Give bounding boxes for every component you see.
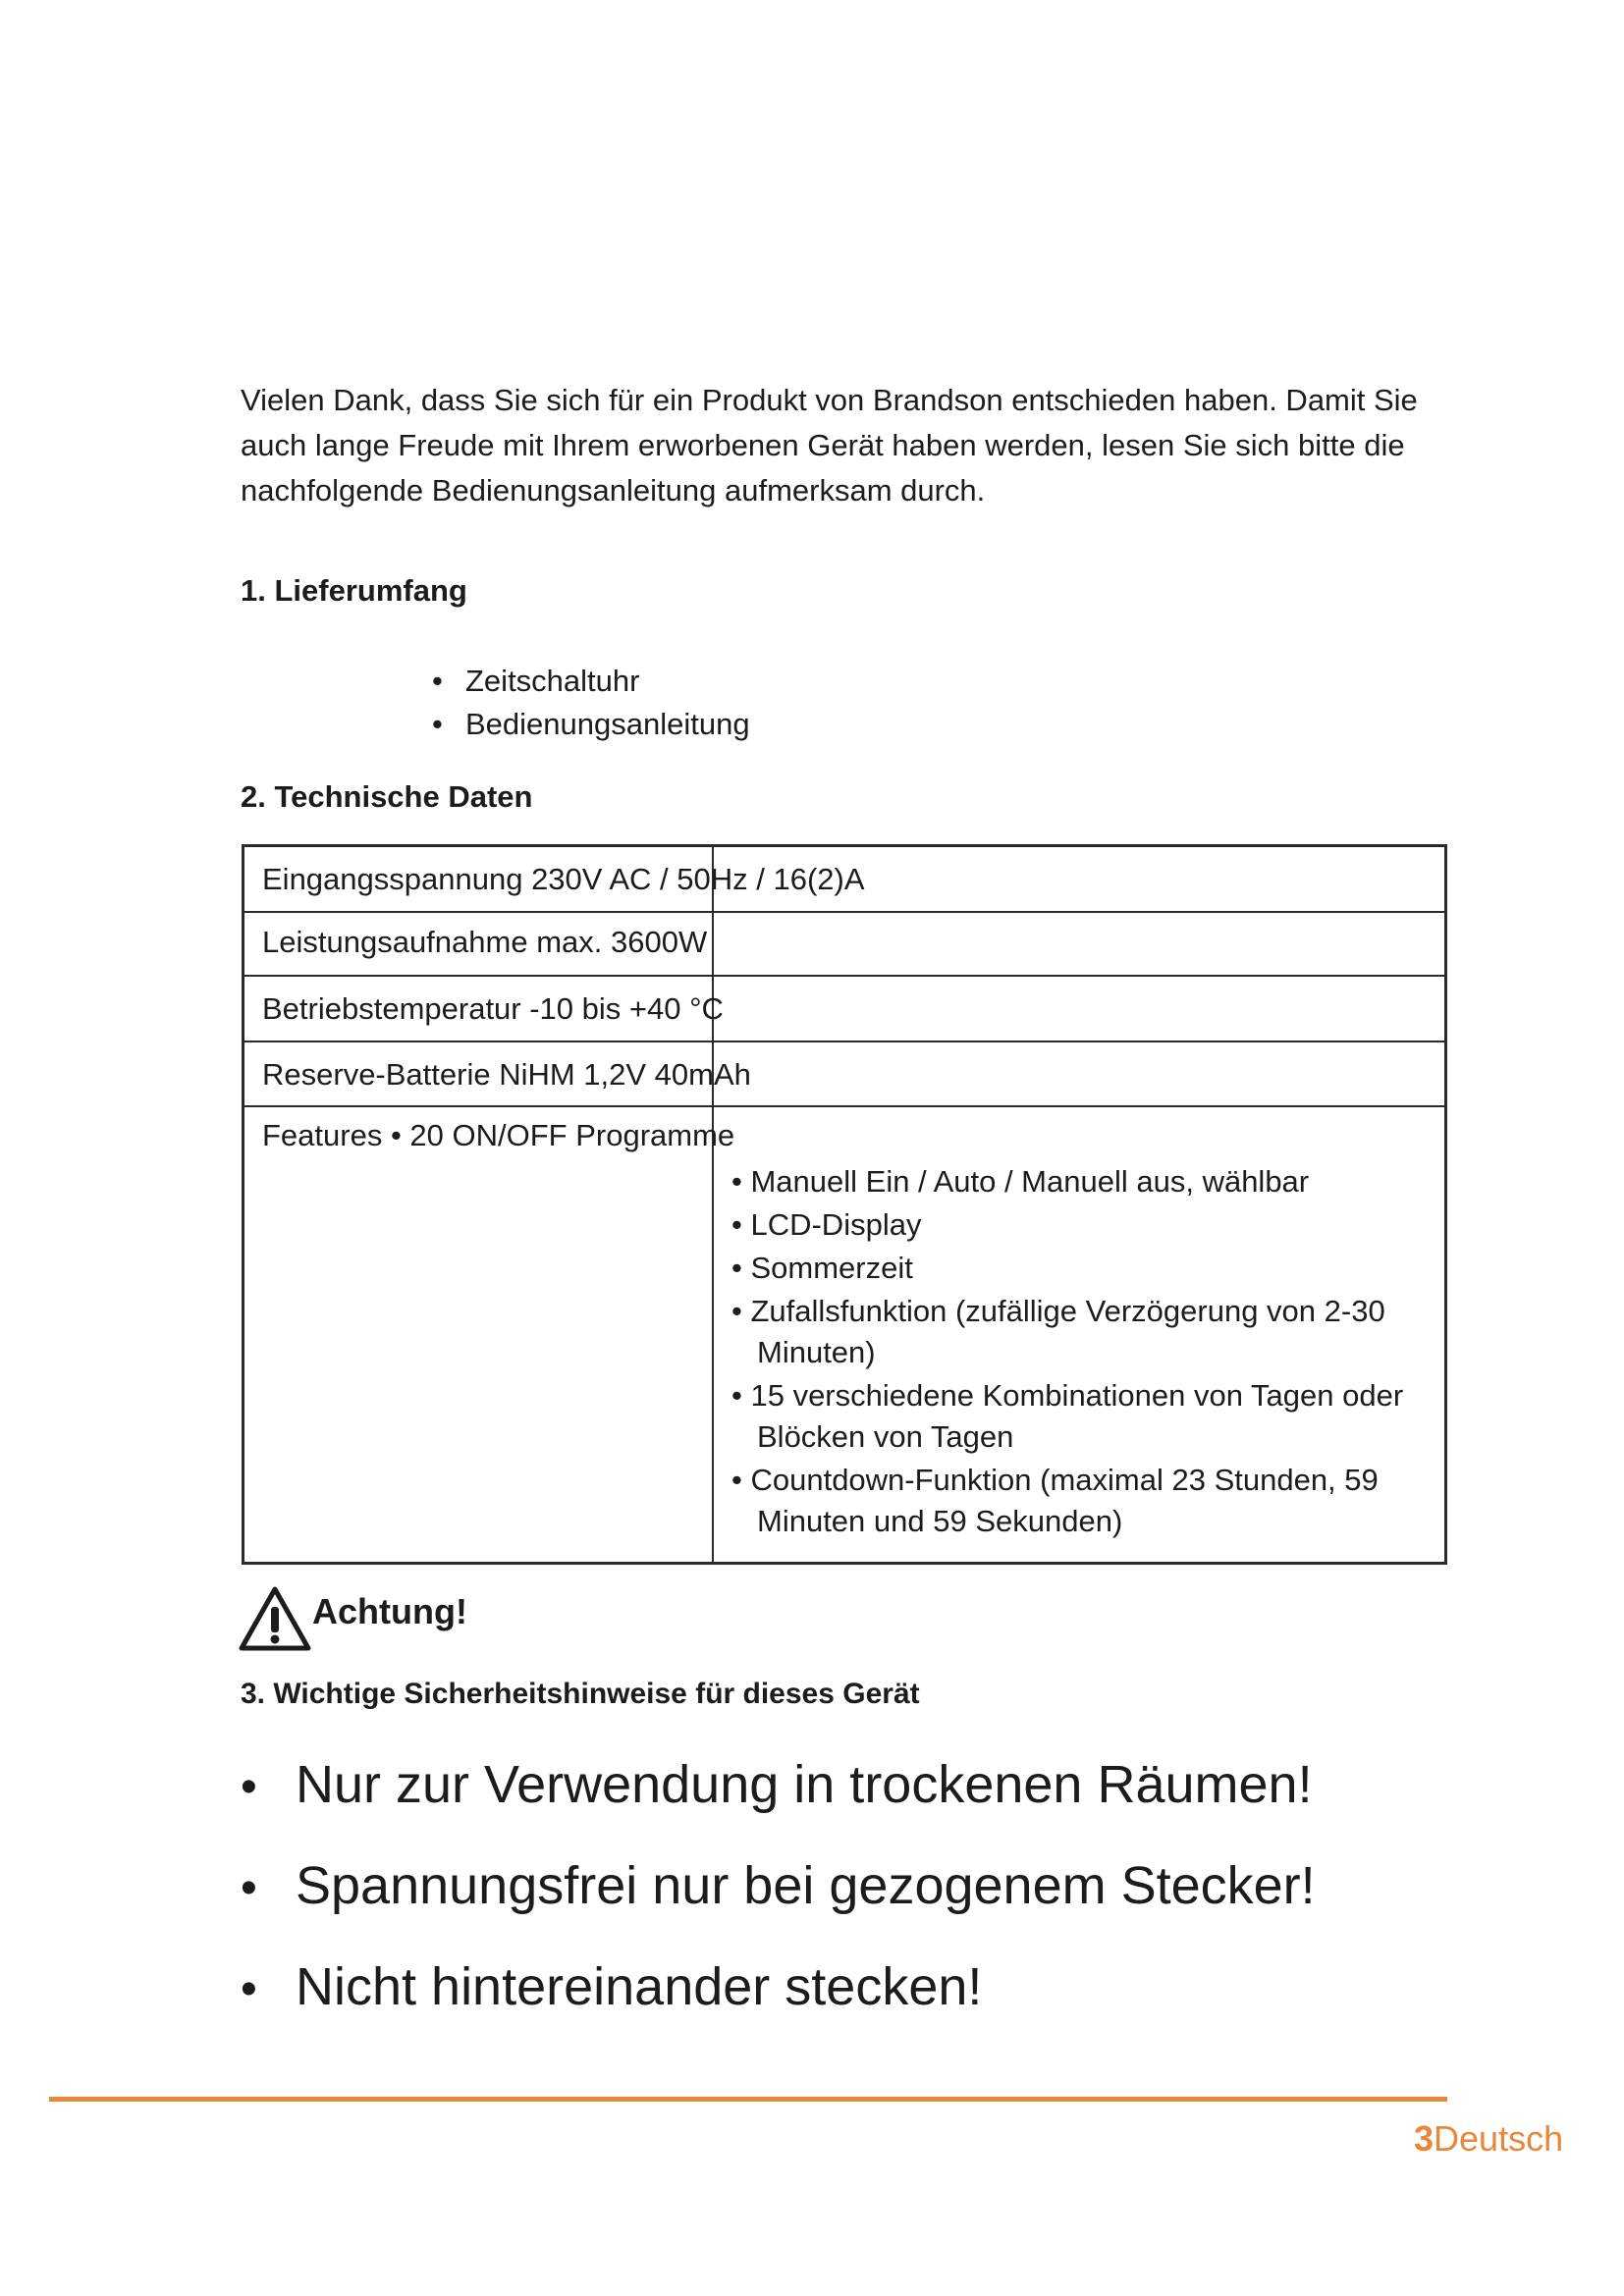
tech-data-table (242, 844, 1447, 1565)
feature-item: • LCD-Display (731, 1204, 1419, 1246)
safety-list (241, 1752, 1316, 2056)
feature-item: • Sommerzeit (731, 1248, 1419, 1289)
feature-item: • Manuell Ein / Auto / Manuell aus, wählbar (731, 1161, 1419, 1202)
feature-item: • Countdown-Funktion (maximal 23 Stunden, 59 Minuten und 59 Sekunden) (731, 1460, 1419, 1542)
features-list (731, 1161, 1419, 1544)
section-lieferumfang-title: 1. Lieferumfang (241, 573, 467, 608)
page-number: 3 (1414, 2118, 1435, 2159)
intro-paragraph: Vielen Dank, dass Sie sich für ein Produkt von Brandson entschieden haben. Damit Sie auch lange Freude mit Ihrem erworbenen Gerät haben werden, lesen Sie sich bitte die nachfolgende Bedienungsanleitung aufmerksam durch. (241, 383, 1418, 507)
warning-triangle-icon (239, 1585, 311, 1652)
section-sicherheitshinweise-title: 3. Wichtige Sicherheitshinweise für dieses Gerät (241, 1678, 920, 1710)
list-item: • Zeitschaltuhr (432, 660, 750, 703)
section-technische-daten-title: 2. Technische Daten (241, 779, 533, 814)
table-row-divider (244, 911, 1444, 913)
page-label (1414, 2117, 1563, 2161)
table-row: Eingangsspannung 230V AC / 50Hz / 16(2)A (262, 862, 865, 896)
page-language: Deutsch (1434, 2118, 1564, 2159)
safety-item: • Spannungsfrei nur bei gezogenem Stecker! (241, 1853, 1316, 1921)
safety-item: • Nicht hintereinander stecken! (241, 1954, 1316, 2022)
lieferumfang-list (432, 660, 750, 746)
table-column-divider (712, 847, 714, 1562)
table-row: Features • 20 ON/OFF Programme (262, 1118, 735, 1152)
table-row-divider (244, 1105, 1444, 1107)
feature-item: • 15 verschiedene Kombinationen von Tagen oder Blöcken von Tagen (731, 1375, 1419, 1458)
table-row-divider (244, 975, 1444, 977)
table-row: Leistungsaufnahme max. 3600W (262, 925, 708, 959)
safety-item: • Nur zur Verwendung in trockenen Räumen! (241, 1752, 1316, 1820)
warning-title: Achtung! (312, 1591, 467, 1631)
list-item: • Bedienungsanleitung (432, 703, 750, 746)
table-row: Reserve-Batterie NiHM 1,2V 40mAh (262, 1057, 751, 1092)
table-row: Betriebstemperatur -10 bis +40 °C (262, 991, 724, 1026)
footer-rule (49, 2097, 1447, 2102)
table-row-divider (244, 1041, 1444, 1042)
feature-item: • Zufallsfunktion (zufällige Verzögerung von 2-30 Minuten) (731, 1291, 1419, 1373)
